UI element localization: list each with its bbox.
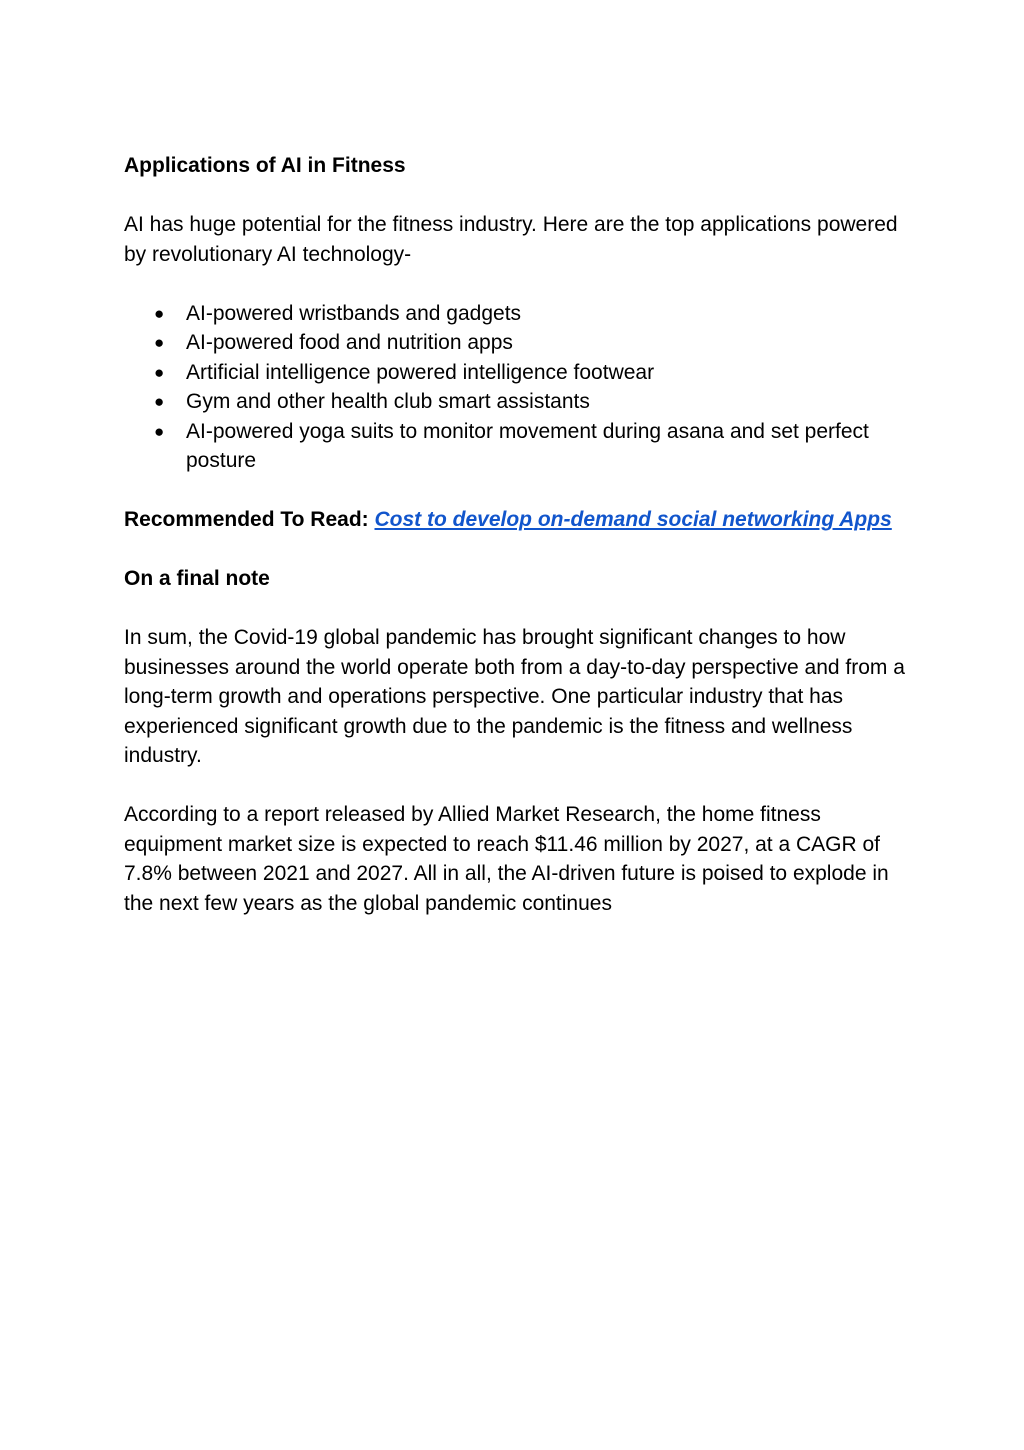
list-item [124,328,914,358]
applications-list [124,299,914,476]
recommended-read [124,505,914,535]
bullet-icon: ● [154,303,165,323]
spacer [124,771,914,801]
recommended-link[interactable]: Cost to develop on-demand social networking Apps [374,508,892,531]
bullet-icon: ● [154,362,165,382]
list-item [124,299,914,329]
recommended-label: Recommended To Read: [124,508,369,531]
list-item [124,358,914,388]
section-heading-final-note: On a final note [124,567,270,590]
spacer [124,181,914,211]
list-item-text: Gym and other health club smart assistants [186,390,590,413]
spacer [124,269,914,299]
document-page [124,151,914,918]
bullet-icon: ● [154,333,165,352]
spacer [124,476,914,506]
section-heading-applications: Applications of AI in Fitness [124,154,406,177]
bullet-icon: ● [154,421,165,441]
spacer [124,535,914,565]
list-item-text: AI-powered food and nutrition apps [186,331,513,354]
final-note-paragraph-1: In sum, the Covid-19 global pandemic has brought significant changes to how businesses around the world operate both from a day-to-day perspective and from a long-term growth and operations perspective. One particular industry that has experienced significant growth due to the pandemic is the fitness and wellness industry. [124,626,905,767]
final-note-paragraph-2: According to a report released by Allied Market Research, the home fitness equipment market size is expected to reach $11.46 million by 2027, at a CAGR of 7.8% between 2021 and 2027. All in all, the AI-driven future is poised to explode in the next few years as the global pandemic continues [124,803,889,915]
list-item [124,417,914,476]
list-item-text: AI-powered yoga suits to monitor movement during asana and set perfect posture [186,419,869,472]
list-item-text: AI-powered wristbands and gadgets [186,301,522,325]
list-item-text: Artificial intelligence powered intelligence footwear [186,360,655,384]
intro-paragraph: AI has huge potential for the fitness industry. Here are the top applications powered by revolutionary AI technology- [124,213,898,266]
list-item [124,387,914,417]
spacer [124,594,914,624]
bullet-icon: ● [154,392,165,411]
